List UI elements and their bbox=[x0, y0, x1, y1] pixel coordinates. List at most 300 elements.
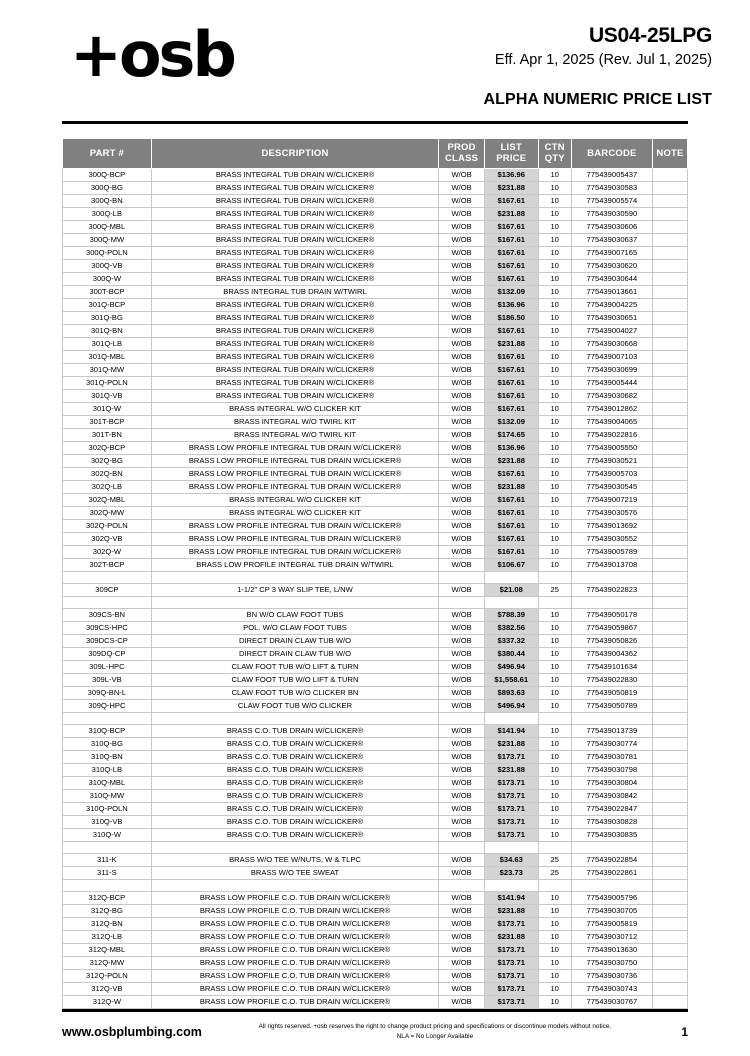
cell-note bbox=[653, 957, 688, 970]
cell-list-price: $337.32 bbox=[484, 635, 538, 648]
spacer-cell bbox=[439, 713, 485, 725]
cell-description: BRASS INTEGRAL TUB DRAIN W/CLICKER® bbox=[151, 208, 439, 221]
table-row[interactable] bbox=[63, 286, 688, 299]
cell-description: CLAW FOOT TUB W/O LIFT & TURN bbox=[151, 661, 439, 674]
table-row[interactable] bbox=[63, 416, 688, 429]
cell-list-price: $231.88 bbox=[484, 481, 538, 494]
table-row[interactable] bbox=[63, 182, 688, 195]
table-row[interactable] bbox=[63, 273, 688, 286]
table-row[interactable] bbox=[63, 325, 688, 338]
cell-description: POL. W/O CLAW FOOT TUBS bbox=[151, 622, 439, 635]
cell-list-price: $231.88 bbox=[484, 905, 538, 918]
cell-prod-class: W/OB bbox=[439, 468, 485, 481]
cell-list-price: $106.67 bbox=[484, 559, 538, 572]
table-row[interactable] bbox=[63, 247, 688, 260]
cell-description: BRASS INTEGRAL TUB DRAIN W/CLICKER® bbox=[151, 325, 439, 338]
table-row[interactable] bbox=[63, 725, 688, 738]
table-row[interactable] bbox=[63, 221, 688, 234]
cell-ctn-qty: 10 bbox=[538, 182, 571, 195]
cell-ctn-qty: 10 bbox=[538, 286, 571, 299]
table-row[interactable] bbox=[63, 442, 688, 455]
table-row[interactable] bbox=[63, 507, 688, 520]
cell-note bbox=[653, 622, 688, 635]
cell-part-number: 310Q-BN bbox=[63, 751, 152, 764]
cell-barcode: 775439007103 bbox=[571, 351, 652, 364]
table-row[interactable] bbox=[63, 609, 688, 622]
table-header-row bbox=[63, 139, 688, 169]
cell-barcode: 775439030552 bbox=[571, 533, 652, 546]
cell-barcode: 775439050826 bbox=[571, 635, 652, 648]
cell-note bbox=[653, 892, 688, 905]
cell-ctn-qty: 10 bbox=[538, 790, 571, 803]
cell-prod-class: W/OB bbox=[439, 351, 485, 364]
cell-description: BRASS INTEGRAL TUB DRAIN W/CLICKER® bbox=[151, 195, 439, 208]
cell-list-price: $167.61 bbox=[484, 234, 538, 247]
cell-prod-class: W/OB bbox=[439, 455, 485, 468]
ctn-qty-line1: CTN bbox=[544, 142, 565, 154]
cell-ctn-qty: 10 bbox=[538, 738, 571, 751]
spacer-cell bbox=[151, 842, 439, 854]
spacer-cell bbox=[63, 597, 152, 609]
cell-list-price: $231.88 bbox=[484, 931, 538, 944]
cell-prod-class: W/OB bbox=[439, 700, 485, 713]
cell-part-number: 309Q-BN-L bbox=[63, 687, 152, 700]
cell-part-number: 300T-BCP bbox=[63, 286, 152, 299]
list-price-line1: LIST bbox=[500, 142, 522, 154]
table-row[interactable] bbox=[63, 559, 688, 572]
cell-description: BRASS C.O. TUB DRAIN W/CLICKER® bbox=[151, 803, 439, 816]
cell-list-price: $231.88 bbox=[484, 182, 538, 195]
cell-list-price: $231.88 bbox=[484, 764, 538, 777]
cell-part-number: 301Q-W bbox=[63, 403, 152, 416]
cell-part-number: 310Q-BCP bbox=[63, 725, 152, 738]
cell-part-number: 302Q-MBL bbox=[63, 494, 152, 507]
cell-list-price: $380.44 bbox=[484, 648, 538, 661]
effective-date: Eff. Apr 1, 2025 (Rev. Jul 1, 2025) bbox=[494, 52, 712, 69]
cell-note bbox=[653, 661, 688, 674]
spacer-cell bbox=[653, 572, 688, 584]
cell-list-price: $173.71 bbox=[484, 983, 538, 996]
cell-ctn-qty: 10 bbox=[538, 829, 571, 842]
cell-prod-class: W/OB bbox=[439, 648, 485, 661]
cell-part-number: 300Q-BG bbox=[63, 182, 152, 195]
cell-list-price: $173.71 bbox=[484, 957, 538, 970]
cell-ctn-qty: 10 bbox=[538, 905, 571, 918]
spacer-cell bbox=[571, 842, 652, 854]
cell-ctn-qty: 10 bbox=[538, 312, 571, 325]
table-row[interactable] bbox=[63, 816, 688, 829]
spacer-cell bbox=[63, 880, 152, 892]
cell-prod-class: W/OB bbox=[439, 905, 485, 918]
cell-list-price: $496.94 bbox=[484, 661, 538, 674]
table-row[interactable] bbox=[63, 687, 688, 700]
cell-list-price: $21.08 bbox=[484, 584, 538, 597]
footer-row bbox=[62, 1022, 688, 1041]
table-row[interactable] bbox=[63, 700, 688, 713]
cell-note bbox=[653, 481, 688, 494]
cell-ctn-qty: 25 bbox=[538, 584, 571, 597]
column-header-ctn-qty bbox=[538, 139, 571, 169]
cell-description: BRASS C.O. TUB DRAIN W/CLICKER® bbox=[151, 751, 439, 764]
cell-part-number: 301Q-BCP bbox=[63, 299, 152, 312]
cell-note bbox=[653, 790, 688, 803]
cell-barcode: 775439022830 bbox=[571, 674, 652, 687]
table-row[interactable] bbox=[63, 635, 688, 648]
cell-prod-class: W/OB bbox=[439, 983, 485, 996]
cell-list-price: $136.96 bbox=[484, 299, 538, 312]
cell-part-number: 312Q-W bbox=[63, 996, 152, 1009]
table-row[interactable] bbox=[63, 854, 688, 867]
cell-part-number: 302Q-MW bbox=[63, 507, 152, 520]
cell-note bbox=[653, 195, 688, 208]
cell-description: BRASS C.O. TUB DRAIN W/CLICKER® bbox=[151, 738, 439, 751]
table-row[interactable] bbox=[63, 867, 688, 880]
cell-description: BRASS C.O. TUB DRAIN W/CLICKER® bbox=[151, 777, 439, 790]
cell-note bbox=[653, 918, 688, 931]
cell-list-price: $167.61 bbox=[484, 273, 538, 286]
cell-note bbox=[653, 364, 688, 377]
prod-class-line2: CLASS bbox=[444, 152, 479, 164]
cell-note bbox=[653, 635, 688, 648]
table-row[interactable] bbox=[63, 299, 688, 312]
column-header-part: PART # bbox=[63, 139, 152, 169]
cell-part-number: 312Q-BG bbox=[63, 905, 152, 918]
cell-note bbox=[653, 429, 688, 442]
cell-barcode: 775439030712 bbox=[571, 931, 652, 944]
cell-prod-class: W/OB bbox=[439, 996, 485, 1009]
table-header bbox=[63, 139, 688, 169]
cell-description: BRASS INTEGRAL TUB DRAIN W/TWIRL bbox=[151, 286, 439, 299]
cell-part-number: 310Q-BG bbox=[63, 738, 152, 751]
cell-prod-class: W/OB bbox=[439, 970, 485, 983]
table-row[interactable] bbox=[63, 803, 688, 816]
cell-description: BRASS C.O. TUB DRAIN W/CLICKER® bbox=[151, 790, 439, 803]
cell-description: BRASS INTEGRAL TUB DRAIN W/CLICKER® bbox=[151, 182, 439, 195]
spacer-cell bbox=[571, 713, 652, 725]
cell-prod-class: W/OB bbox=[439, 777, 485, 790]
cell-barcode: 775439030668 bbox=[571, 338, 652, 351]
table-row[interactable] bbox=[63, 777, 688, 790]
cell-description: BRASS LOW PROFILE INTEGRAL TUB DRAIN W/CLICKER® bbox=[151, 442, 439, 455]
cell-note bbox=[653, 455, 688, 468]
cell-ctn-qty: 10 bbox=[538, 481, 571, 494]
cell-prod-class: W/OB bbox=[439, 195, 485, 208]
table-row[interactable] bbox=[63, 996, 688, 1009]
table-row[interactable] bbox=[63, 481, 688, 494]
cell-note bbox=[653, 338, 688, 351]
table-row[interactable] bbox=[63, 169, 688, 182]
cell-list-price: $167.61 bbox=[484, 533, 538, 546]
spacer-cell bbox=[63, 572, 152, 584]
cell-part-number: 300Q-BN bbox=[63, 195, 152, 208]
table-spacer-row bbox=[63, 842, 688, 854]
column-header-prod-class bbox=[439, 139, 485, 169]
cell-prod-class: W/OB bbox=[439, 208, 485, 221]
cell-ctn-qty: 10 bbox=[538, 208, 571, 221]
cell-description: BRASS LOW PROFILE INTEGRAL TUB DRAIN W/CLICKER® bbox=[151, 468, 439, 481]
spacer-cell bbox=[653, 880, 688, 892]
table-row[interactable] bbox=[63, 751, 688, 764]
cell-list-price: $231.88 bbox=[484, 455, 538, 468]
table-row[interactable] bbox=[63, 208, 688, 221]
cell-barcode: 775439005819 bbox=[571, 918, 652, 931]
cell-ctn-qty: 10 bbox=[538, 468, 571, 481]
cell-description: BRASS INTEGRAL TUB DRAIN W/CLICKER® bbox=[151, 390, 439, 403]
table-row[interactable] bbox=[63, 674, 688, 687]
table-row[interactable] bbox=[63, 338, 688, 351]
table-row[interactable] bbox=[63, 983, 688, 996]
cell-description: BRASS C.O. TUB DRAIN W/CLICKER® bbox=[151, 829, 439, 842]
table-row[interactable] bbox=[63, 905, 688, 918]
cell-barcode: 775439004225 bbox=[571, 299, 652, 312]
cell-description: BRASS INTEGRAL W/O CLICKER KIT bbox=[151, 494, 439, 507]
cell-ctn-qty: 10 bbox=[538, 648, 571, 661]
table-row[interactable] bbox=[63, 195, 688, 208]
table-row[interactable] bbox=[63, 260, 688, 273]
spacer-cell bbox=[538, 880, 571, 892]
table-row[interactable] bbox=[63, 648, 688, 661]
cell-barcode: 775439030682 bbox=[571, 390, 652, 403]
cell-prod-class: W/OB bbox=[439, 674, 485, 687]
cell-part-number: 312Q-BCP bbox=[63, 892, 152, 905]
legal-disclaimer bbox=[202, 1022, 668, 1041]
cell-ctn-qty: 10 bbox=[538, 260, 571, 273]
cell-barcode: 775439022847 bbox=[571, 803, 652, 816]
cell-list-price: $893.63 bbox=[484, 687, 538, 700]
spacer-cell bbox=[653, 842, 688, 854]
cell-barcode: 775439030521 bbox=[571, 455, 652, 468]
spacer-cell bbox=[484, 880, 538, 892]
cell-barcode: 775439005437 bbox=[571, 169, 652, 182]
cell-note bbox=[653, 260, 688, 273]
cell-list-price: $231.88 bbox=[484, 338, 538, 351]
cell-ctn-qty: 10 bbox=[538, 325, 571, 338]
cell-ctn-qty: 10 bbox=[538, 957, 571, 970]
cell-prod-class: W/OB bbox=[439, 892, 485, 905]
table-row[interactable] bbox=[63, 892, 688, 905]
cell-description: BRASS LOW PROFILE C.O. TUB DRAIN W/CLICKER® bbox=[151, 918, 439, 931]
cell-prod-class: W/OB bbox=[439, 738, 485, 751]
cell-barcode: 775439030842 bbox=[571, 790, 652, 803]
table-row[interactable] bbox=[63, 429, 688, 442]
table-row[interactable] bbox=[63, 468, 688, 481]
cell-part-number: 312Q-MW bbox=[63, 957, 152, 970]
cell-part-number: 302T-BCP bbox=[63, 559, 152, 572]
table-row[interactable] bbox=[63, 364, 688, 377]
cell-note bbox=[653, 312, 688, 325]
cell-note bbox=[653, 584, 688, 597]
cell-list-price: $173.71 bbox=[484, 918, 538, 931]
spacer-cell bbox=[484, 842, 538, 854]
table-row[interactable] bbox=[63, 622, 688, 635]
cell-part-number: 310Q-POLN bbox=[63, 803, 152, 816]
cell-barcode: 775439022816 bbox=[571, 429, 652, 442]
table-row[interactable] bbox=[63, 455, 688, 468]
cell-note bbox=[653, 983, 688, 996]
cell-part-number: 302Q-BN bbox=[63, 468, 152, 481]
spacer-cell bbox=[484, 597, 538, 609]
cell-part-number: 311-K bbox=[63, 854, 152, 867]
cell-list-price: $23.73 bbox=[484, 867, 538, 880]
table-row[interactable] bbox=[63, 970, 688, 983]
website-link[interactable]: www.osbplumbing.com bbox=[62, 1024, 202, 1039]
table-row[interactable] bbox=[63, 764, 688, 777]
table-row[interactable] bbox=[63, 829, 688, 842]
spacer-cell bbox=[484, 713, 538, 725]
cell-barcode: 775439013692 bbox=[571, 520, 652, 533]
document-footer bbox=[62, 1009, 688, 1055]
cell-note bbox=[653, 377, 688, 390]
list-price-line2: PRICE bbox=[496, 152, 527, 164]
cell-part-number: 309DCS-CP bbox=[63, 635, 152, 648]
cell-prod-class: W/OB bbox=[439, 816, 485, 829]
table-row[interactable] bbox=[63, 403, 688, 416]
cell-ctn-qty: 10 bbox=[538, 918, 571, 931]
cell-note bbox=[653, 468, 688, 481]
cell-part-number: 301Q-BG bbox=[63, 312, 152, 325]
cell-barcode: 775439005789 bbox=[571, 546, 652, 559]
spacer-cell bbox=[538, 597, 571, 609]
cell-description: BRASS LOW PROFILE INTEGRAL TUB DRAIN W/CLICKER® bbox=[151, 481, 439, 494]
cell-prod-class: W/OB bbox=[439, 751, 485, 764]
cell-list-price: $167.61 bbox=[484, 507, 538, 520]
cell-ctn-qty: 10 bbox=[538, 764, 571, 777]
cell-part-number: 302Q-VB bbox=[63, 533, 152, 546]
cell-description: BRASS LOW PROFILE C.O. TUB DRAIN W/CLICKER® bbox=[151, 892, 439, 905]
table-row[interactable] bbox=[63, 661, 688, 674]
cell-description: BRASS LOW PROFILE INTEGRAL TUB DRAIN W/CLICKER® bbox=[151, 533, 439, 546]
table-spacer-row bbox=[63, 572, 688, 584]
cell-part-number: 312Q-LB bbox=[63, 931, 152, 944]
spacer-cell bbox=[63, 713, 152, 725]
cell-barcode: 775439030644 bbox=[571, 273, 652, 286]
cell-note bbox=[653, 442, 688, 455]
document-header bbox=[20, 0, 730, 109]
table-row[interactable] bbox=[63, 234, 688, 247]
cell-note bbox=[653, 700, 688, 713]
cell-prod-class: W/OB bbox=[439, 182, 485, 195]
cell-part-number: 310Q-MW bbox=[63, 790, 152, 803]
osb-logo: +osb bbox=[70, 18, 234, 91]
cell-part-number: 309CS-BN bbox=[63, 609, 152, 622]
cell-prod-class: W/OB bbox=[439, 325, 485, 338]
table-row[interactable] bbox=[63, 546, 688, 559]
cell-part-number: 301T-BCP bbox=[63, 416, 152, 429]
document-subtitle: ALPHA NUMERIC PRICE LIST bbox=[483, 91, 712, 109]
table-row[interactable] bbox=[63, 918, 688, 931]
cell-ctn-qty: 10 bbox=[538, 622, 571, 635]
cell-prod-class: W/OB bbox=[439, 725, 485, 738]
cell-barcode: 775439022823 bbox=[571, 584, 652, 597]
cell-list-price: $173.71 bbox=[484, 803, 538, 816]
spacer-cell bbox=[151, 572, 439, 584]
cell-barcode: 775439030620 bbox=[571, 260, 652, 273]
cell-barcode: 775439030750 bbox=[571, 957, 652, 970]
cell-description: BRASS INTEGRAL TUB DRAIN W/CLICKER® bbox=[151, 299, 439, 312]
cell-part-number: 310Q-LB bbox=[63, 764, 152, 777]
table-row[interactable] bbox=[63, 790, 688, 803]
table-row[interactable] bbox=[63, 377, 688, 390]
cell-barcode: 775439004362 bbox=[571, 648, 652, 661]
cell-list-price: $174.65 bbox=[484, 429, 538, 442]
cell-ctn-qty: 10 bbox=[538, 635, 571, 648]
cell-prod-class: W/OB bbox=[439, 390, 485, 403]
spacer-cell bbox=[653, 597, 688, 609]
cell-description: BRASS INTEGRAL TUB DRAIN W/CLICKER® bbox=[151, 247, 439, 260]
table-row[interactable] bbox=[63, 390, 688, 403]
cell-barcode: 775439005574 bbox=[571, 195, 652, 208]
cell-list-price: $141.94 bbox=[484, 892, 538, 905]
cell-prod-class: W/OB bbox=[439, 944, 485, 957]
cell-description: BRASS LOW PROFILE INTEGRAL TUB DRAIN W/CLICKER® bbox=[151, 520, 439, 533]
cell-ctn-qty: 10 bbox=[538, 892, 571, 905]
cell-description: 1-1/2" CP 3 WAY SLIP TEE, L/NW bbox=[151, 584, 439, 597]
cell-ctn-qty: 10 bbox=[538, 247, 571, 260]
cell-note bbox=[653, 559, 688, 572]
cell-barcode: 775439030774 bbox=[571, 738, 652, 751]
table-row[interactable] bbox=[63, 957, 688, 970]
cell-barcode: 775439013708 bbox=[571, 559, 652, 572]
header-meta bbox=[484, 18, 712, 109]
cell-note bbox=[653, 507, 688, 520]
cell-description: DIRECT DRAIN CLAW TUB W/O bbox=[151, 635, 439, 648]
table-row[interactable] bbox=[63, 533, 688, 546]
cell-list-price: $167.61 bbox=[484, 260, 538, 273]
cell-part-number: 300Q-MW bbox=[63, 234, 152, 247]
cell-ctn-qty: 10 bbox=[538, 169, 571, 182]
cell-barcode: 775439004065 bbox=[571, 416, 652, 429]
table-row[interactable] bbox=[63, 584, 688, 597]
cell-part-number: 311-S bbox=[63, 867, 152, 880]
cell-part-number: 309L-HPC bbox=[63, 661, 152, 674]
cell-barcode: 775439005796 bbox=[571, 892, 652, 905]
cell-prod-class: W/OB bbox=[439, 286, 485, 299]
table-row[interactable] bbox=[63, 494, 688, 507]
cell-list-price: $167.61 bbox=[484, 247, 538, 260]
cell-part-number: 309CS-HPC bbox=[63, 622, 152, 635]
cell-part-number: 301T-BN bbox=[63, 429, 152, 442]
cell-description: BRASS INTEGRAL TUB DRAIN W/CLICKER® bbox=[151, 377, 439, 390]
table-row[interactable] bbox=[63, 351, 688, 364]
cell-note bbox=[653, 546, 688, 559]
cell-prod-class: W/OB bbox=[439, 247, 485, 260]
cell-barcode: 775439030743 bbox=[571, 983, 652, 996]
price-table-container bbox=[62, 138, 688, 1009]
cell-note bbox=[653, 803, 688, 816]
cell-description: BRASS INTEGRAL TUB DRAIN W/CLICKER® bbox=[151, 234, 439, 247]
cell-prod-class: W/OB bbox=[439, 221, 485, 234]
cell-ctn-qty: 10 bbox=[538, 520, 571, 533]
cell-description: BRASS LOW PROFILE INTEGRAL TUB DRAIN W/CLICKER® bbox=[151, 546, 439, 559]
cell-prod-class: W/OB bbox=[439, 312, 485, 325]
cell-prod-class: W/OB bbox=[439, 803, 485, 816]
table-row[interactable] bbox=[63, 312, 688, 325]
cell-part-number: 310Q-W bbox=[63, 829, 152, 842]
table-row[interactable] bbox=[63, 738, 688, 751]
cell-prod-class: W/OB bbox=[439, 507, 485, 520]
table-row[interactable] bbox=[63, 944, 688, 957]
cell-part-number: 300Q-MBL bbox=[63, 221, 152, 234]
cell-note bbox=[653, 182, 688, 195]
cell-part-number: 301Q-MBL bbox=[63, 351, 152, 364]
cell-list-price: $167.61 bbox=[484, 403, 538, 416]
cell-description: BRASS INTEGRAL W/O CLICKER KIT bbox=[151, 403, 439, 416]
cell-part-number: 312Q-MBL bbox=[63, 944, 152, 957]
table-row[interactable] bbox=[63, 931, 688, 944]
cell-note bbox=[653, 325, 688, 338]
cell-prod-class: W/OB bbox=[439, 546, 485, 559]
table-row[interactable] bbox=[63, 520, 688, 533]
